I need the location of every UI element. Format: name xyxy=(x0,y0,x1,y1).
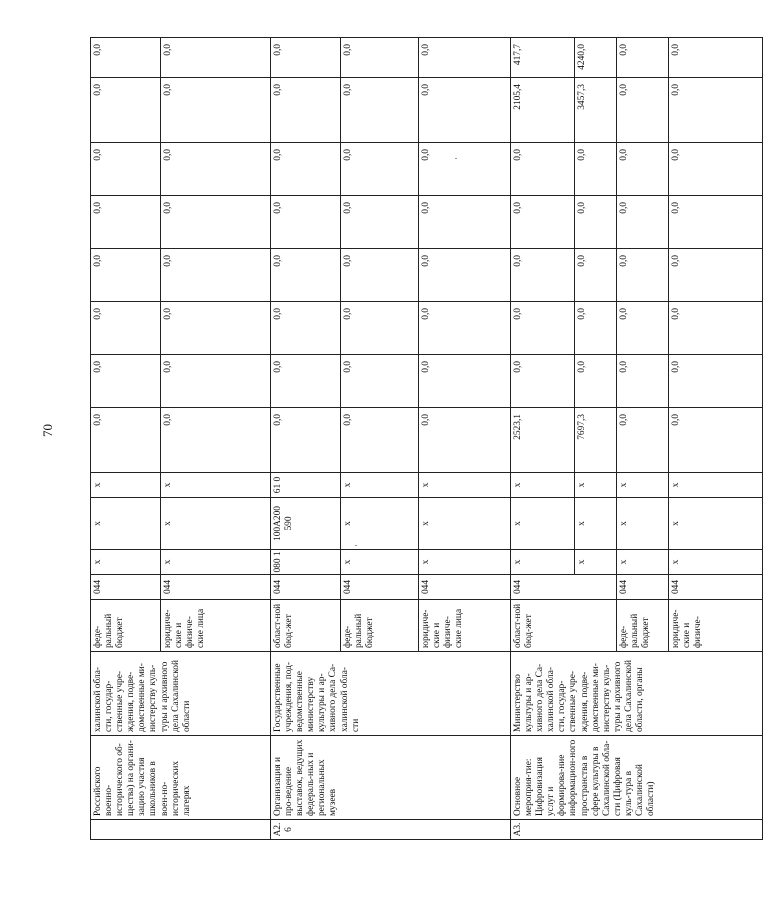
funding-source-cell: феде-ральный бюджет xyxy=(617,600,669,652)
executor-cell: Государственные учреждения, под-ведомственные министерству культуры и ар-хивного дела Са-халинской обла-сти xyxy=(271,652,511,736)
grbs-code-cell: 044 xyxy=(511,575,617,600)
target-article-cell: x xyxy=(419,498,511,550)
amount-cell: 0,0 xyxy=(669,38,763,78)
page-number: 70 xyxy=(40,424,55,437)
amount-cell: 0,0 xyxy=(341,196,419,249)
amount-cell: 0,0 xyxy=(271,196,341,249)
amount-cell: 0,0 xyxy=(161,143,271,196)
amount-cell: 417,7 xyxy=(511,38,575,78)
amount-cell: 0,0 xyxy=(91,355,161,408)
section-code-cell: x xyxy=(575,550,617,575)
section-code-cell: x xyxy=(419,550,511,575)
table-row xyxy=(271,38,341,840)
amount-cell: 0,0 xyxy=(161,355,271,408)
amount-cell: 0,0 xyxy=(161,408,271,473)
section-code-cell: x xyxy=(341,550,419,575)
item-number-cell: А2. 6 xyxy=(271,820,511,840)
amount-cell: 0,0 xyxy=(161,38,271,78)
item-name-cell: Основное мероприя-тие: Цифровизация услуг и формирова-ние информацион-ного пространства в сфере культуры в Сахалинской обла-сти (Цифровая куль-тура в Сахалинской области) xyxy=(511,736,763,820)
amount-cell: 0,0 xyxy=(617,302,669,355)
amount-cell: 0,0 xyxy=(419,196,511,249)
amount-cell: 0,0 xyxy=(271,143,341,196)
budget-table xyxy=(90,37,763,840)
amount-cell: 0,0 xyxy=(511,143,575,196)
amount-cell: 0,0 xyxy=(341,38,419,78)
amount-cell: 0,0 xyxy=(575,302,617,355)
amount-cell: 0,0 xyxy=(511,249,575,302)
amount-cell: 0,0 xyxy=(575,196,617,249)
amount-cell: 0,0 xyxy=(511,302,575,355)
amount-cell: 0,0 xyxy=(669,302,763,355)
amount-cell: 0,0 xyxy=(575,143,617,196)
amount-cell: 0,0 xyxy=(341,355,419,408)
grbs-code-cell: 044 xyxy=(341,575,419,600)
amount-cell: 0,0 xyxy=(341,249,419,302)
amount-cell: 0,0 xyxy=(419,302,511,355)
amount-cell: 4240,0 xyxy=(575,38,617,78)
amount-cell: 0,0 xyxy=(91,38,161,78)
amount-cell: 0,0 xyxy=(419,355,511,408)
rotated-table-container xyxy=(90,44,704,840)
amount-cell: 0,0 xyxy=(91,78,161,143)
amount-cell: 0,0 xyxy=(617,143,669,196)
amount-cell: 0,0 xyxy=(617,196,669,249)
expense-type-cell: x xyxy=(419,473,511,498)
amount-cell: 0,0 xyxy=(419,249,511,302)
expense-type-cell: x xyxy=(91,473,161,498)
expense-type-cell: 61 0 xyxy=(271,473,341,498)
target-article-cell: x xyxy=(161,498,271,550)
grbs-code-cell: 044 xyxy=(669,575,763,600)
grbs-code-cell: 044 xyxy=(617,575,669,600)
amount-cell: 0,0 xyxy=(161,302,271,355)
amount-cell: 0,0 xyxy=(575,355,617,408)
section-code-cell: x xyxy=(669,550,763,575)
amount-cell: 0,0 xyxy=(669,143,763,196)
target-article-cell: x xyxy=(617,498,669,550)
amount-cell: 0,0 xyxy=(91,408,161,473)
expense-type-cell: x xyxy=(617,473,669,498)
target-article-cell: x xyxy=(575,498,617,550)
funding-source-cell: област-ной бюд-жет xyxy=(511,600,617,652)
grbs-code-cell: 044 xyxy=(419,575,511,600)
amount-cell: 0,0 xyxy=(271,249,341,302)
funding-source-cell: юридиче-ские и физиче- xyxy=(669,600,763,652)
amount-cell: 0,0 xyxy=(161,196,271,249)
amount-cell: 0,0 xyxy=(617,355,669,408)
target-article-cell: x xyxy=(91,498,161,550)
funding-source-cell: юридиче-ские и физиче-ские лица xyxy=(419,600,511,652)
section-code-cell: 080 1 xyxy=(271,550,341,575)
funding-source-cell: област-ной бюд-жет xyxy=(271,600,341,652)
amount-cell: 3457,3 xyxy=(575,78,617,143)
item-number-cell: А3. xyxy=(511,820,763,840)
amount-cell: 0,0 xyxy=(91,249,161,302)
amount-cell: 0,0 xyxy=(271,78,341,143)
expense-type-cell: x xyxy=(161,473,271,498)
section-code-cell: x xyxy=(161,550,271,575)
section-code-cell: x xyxy=(511,550,575,575)
amount-cell: 0,0 xyxy=(669,408,763,473)
amount-cell: 0,0 xyxy=(511,196,575,249)
amount-cell: 0,0 xyxy=(617,38,669,78)
amount-cell: 2105,4 xyxy=(511,78,575,143)
item-number-cell xyxy=(91,820,271,840)
table-row xyxy=(91,38,161,840)
amount-cell: 0,0 xyxy=(341,408,419,473)
target-article-cell: x xyxy=(511,498,575,550)
amount-cell: 0,0 xyxy=(91,302,161,355)
target-article-cell: x xyxy=(341,498,419,550)
executor-cell: Министерство культуры и ар-хивного дела Са-халинской обла-сти, государ-ственные учре-ждения, подве-домственные ми-нистерству куль-туры и архивного дела Сахалинской области, органы xyxy=(511,652,763,736)
amount-cell: 0,0 xyxy=(669,196,763,249)
amount-cell: 0,0 xyxy=(271,408,341,473)
amount-cell: 0,0 xyxy=(669,78,763,143)
amount-cell: 0,0 xyxy=(617,78,669,143)
expense-type-cell: x xyxy=(669,473,763,498)
funding-source-cell: феде-ральный бюджет xyxy=(341,600,419,652)
amount-cell: 0,0 xyxy=(669,249,763,302)
amount-cell: 0,0 xyxy=(271,302,341,355)
amount-cell: 7697,3 xyxy=(575,408,617,473)
section-code-cell: x xyxy=(91,550,161,575)
amount-cell: 0,0 xyxy=(271,355,341,408)
section-code-cell: x xyxy=(617,550,669,575)
amount-cell: 0,0 xyxy=(511,355,575,408)
expense-type-cell: x xyxy=(341,473,419,498)
amount-cell: 0,0 xyxy=(161,78,271,143)
amount-cell: 0,0 xyxy=(419,143,511,196)
executor-cell: халинской обла-сти, государ-ственные учре-ждения, подве-домственные ми-нистерству куль-туры и архивного дела Сахалинской области xyxy=(91,652,271,736)
expense-type-cell: x xyxy=(575,473,617,498)
amount-cell: 0,0 xyxy=(617,249,669,302)
amount-cell: 0,0 xyxy=(419,38,511,78)
target-article-cell: 100А200 590 xyxy=(271,498,341,550)
grbs-code-cell: 044 xyxy=(91,575,161,600)
amount-cell: 0,0 xyxy=(271,38,341,78)
amount-cell: 0,0 xyxy=(341,143,419,196)
item-name-cell: Российского военно-исторического об-щества) на органи-зацию участия школьников в воен-но-исторических лагерях xyxy=(91,736,271,820)
funding-source-cell: феде-ральный бюджет xyxy=(91,600,161,652)
amount-cell: 0,0 xyxy=(669,355,763,408)
funding-source-cell: юридиче-ские и физиче-ские лица xyxy=(161,600,271,652)
table-row xyxy=(511,38,575,840)
amount-cell: 0,0 xyxy=(341,78,419,143)
amount-cell: 2523,1 xyxy=(511,408,575,473)
grbs-code-cell: 044 xyxy=(161,575,271,600)
amount-cell: 0,0 xyxy=(91,196,161,249)
grbs-code-cell: 044 xyxy=(271,575,341,600)
amount-cell: 0,0 xyxy=(91,143,161,196)
amount-cell: 0,0 xyxy=(575,249,617,302)
amount-cell: 0,0 xyxy=(341,302,419,355)
item-name-cell: Организация и про-ведение выставок, ведущих федераль-ных и региональных музеев xyxy=(271,736,511,820)
amount-cell: 0,0 xyxy=(161,249,271,302)
target-article-cell: x xyxy=(669,498,763,550)
expense-type-cell: x xyxy=(511,473,575,498)
amount-cell: 0,0 xyxy=(419,78,511,143)
amount-cell: 0,0 xyxy=(617,408,669,473)
amount-cell: 0,0 xyxy=(419,408,511,473)
